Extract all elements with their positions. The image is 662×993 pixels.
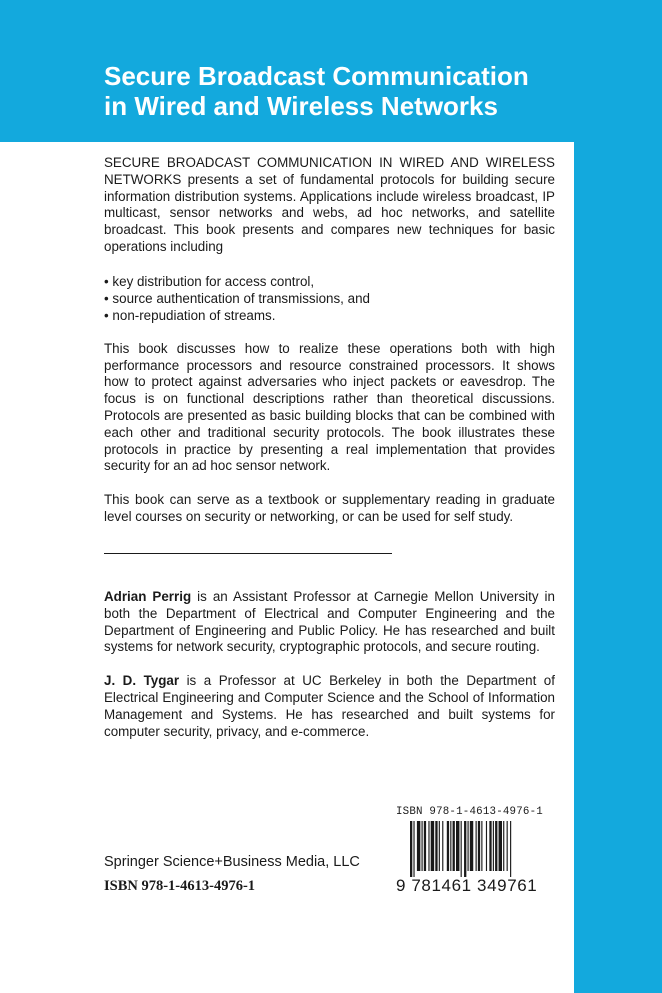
operation-item: • non-repudiation of streams. [104,307,555,324]
description-paragraph-2: This book discusses how to realize these operations both with high performance processors and resource constrained processors. It shows how to protect against adversaries who inject packets or eavesdrop. The focus is on functional descriptions rather than theoretical discussions. Protocols are presented as basic building blocks that can be combined with each other and traditional security protocols. The book illustrates these protocols in practice by presenting a real implementation that provides security for an ad hoc sensor network. [104,340,555,474]
book-title [104,61,529,121]
operations-list [104,273,555,324]
author-bio-text: is a Professor at UC Berkeley in both the Department of Electrical Engineering and Computer Science and the School of Information Management and Systems. He has researched and built systems for computer security, privacy, and e-commerce. [104,673,555,739]
author-bio-perrig [104,589,555,656]
title-band [0,0,662,142]
author-name: Adrian Perrig [104,589,192,604]
title-line-2: in Wired and Wireless Networks [104,91,498,121]
publisher-name: Springer Science+Business Media, LLC [104,854,360,870]
description-paragraph-1: SECURE BROADCAST COMMUNICATION IN WIRED AND WIRELESS NETWORKS presents a set of fundamental protocols for building secure information distribution systems. Applications include wireless broadcast, IP multicast, sensor networks and webs, ad hoc networks, and satellite broadcast. This book presents and compares new techniques for basic operations including [104,155,555,254]
barcode-digits: 9 781461 349761 [396,876,538,895]
description-paragraph-3: This book can serve as a textbook or supplementary reading in graduate level courses on security or networking, or can be used for self study. [104,492,555,524]
title-line-1: Secure Broadcast Communication [104,61,529,91]
publisher-isbn: ISBN 978-1-4613-4976-1 [104,878,256,894]
barcode-icon [410,821,558,877]
barcode-isbn-label: ISBN 978-1-4613-4976-1 [396,806,543,818]
operation-item: • key distribution for access control, [104,273,555,290]
operation-item: • source authentication of transmissions, and [104,290,555,307]
author-bios [104,589,555,757]
author-name: J. D. Tygar [104,673,180,689]
author-bio-text: is an Assistant Professor at Carnegie Mellon University in both the Department of Electrical and Computer Engineering and the Department of Engineering and Public Policy. He has researched and built systems for network security, cryptographic protocols, and secure routing. [104,589,555,655]
description [104,155,555,543]
section-divider [104,553,392,554]
author-bio-tygar [104,673,555,740]
